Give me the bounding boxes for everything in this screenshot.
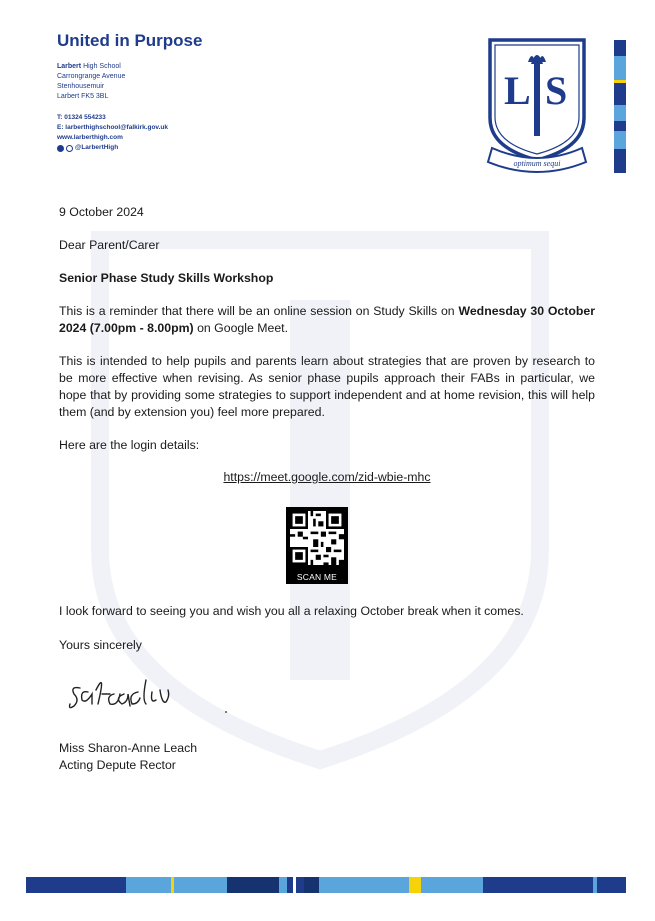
letter-subject: Senior Phase Study Skills Workshop (59, 271, 274, 285)
address-line-1: Carrongrange Avenue (57, 73, 126, 80)
school-crest-logo (482, 36, 592, 176)
website-link[interactable]: www.larberthigh.com (57, 134, 123, 141)
phone-number: T: 01324 554233 (57, 114, 106, 121)
handwritten-signature (66, 660, 236, 720)
closing-paragraph: I look forward to seeing you and wish you all a relaxing October break when it comes. (59, 604, 524, 618)
login-intro: Here are the login details: (59, 438, 200, 452)
signatory-title: Acting Depute Rector (59, 758, 176, 772)
meet-link-row (59, 470, 595, 484)
sign-off: Yours sincerely (59, 638, 142, 652)
qr-code-pattern (290, 511, 344, 565)
school-name-rest: High School (81, 63, 121, 70)
decorative-side-stripe (614, 40, 626, 173)
paragraph-purpose: This is intended to help pupils and parents learn about strategies that are proven by research to be more effective when revising. As senior phase pupils approach their FABs in particular, we hope that by providing some strategies to support independent and at home revision, this will help them (and by extension you) feel more prepared. (59, 354, 595, 419)
salutation: Dear Parent/Carer (59, 238, 160, 252)
social-handle-row[interactable] (57, 144, 118, 152)
address-line-2: Stenhousemuir (57, 83, 105, 90)
crest-letter-l: L (504, 68, 531, 113)
crest-banner-motto: optimum sequi (513, 159, 561, 168)
social-icon-2 (66, 145, 73, 152)
school-motto: United in Purpose (57, 31, 203, 50)
para1-start: This is a reminder that there will be an online session on Study Skills on (59, 304, 459, 318)
signatory-name: Miss Sharon-Anne Leach (59, 741, 198, 755)
school-name (57, 63, 121, 71)
decorative-footer-stripe (26, 877, 626, 893)
school-name-bold: Larbert (57, 63, 82, 70)
address-line-3: Larbert FK5 3BL (57, 93, 109, 100)
para1-end: on Google Meet. (193, 321, 288, 335)
session-date-time: Wednesday 30 October 2024 (7.00pm - 8.00pm) (59, 304, 595, 335)
social-handle: @LarbertHigh (75, 144, 119, 151)
google-meet-link[interactable]: https://meet.google.com/zid-wbie-mhc (223, 470, 431, 484)
qr-caption: SCAN ME (296, 572, 338, 582)
email-address[interactable]: E: larberthighschool@falkirk.gov.uk (57, 124, 168, 131)
crest-letter-s: S (545, 68, 568, 113)
social-icon (57, 145, 64, 152)
paragraph-reminder (59, 303, 595, 337)
letter-date: 9 October 2024 (59, 205, 144, 219)
qr-code[interactable] (286, 507, 348, 584)
